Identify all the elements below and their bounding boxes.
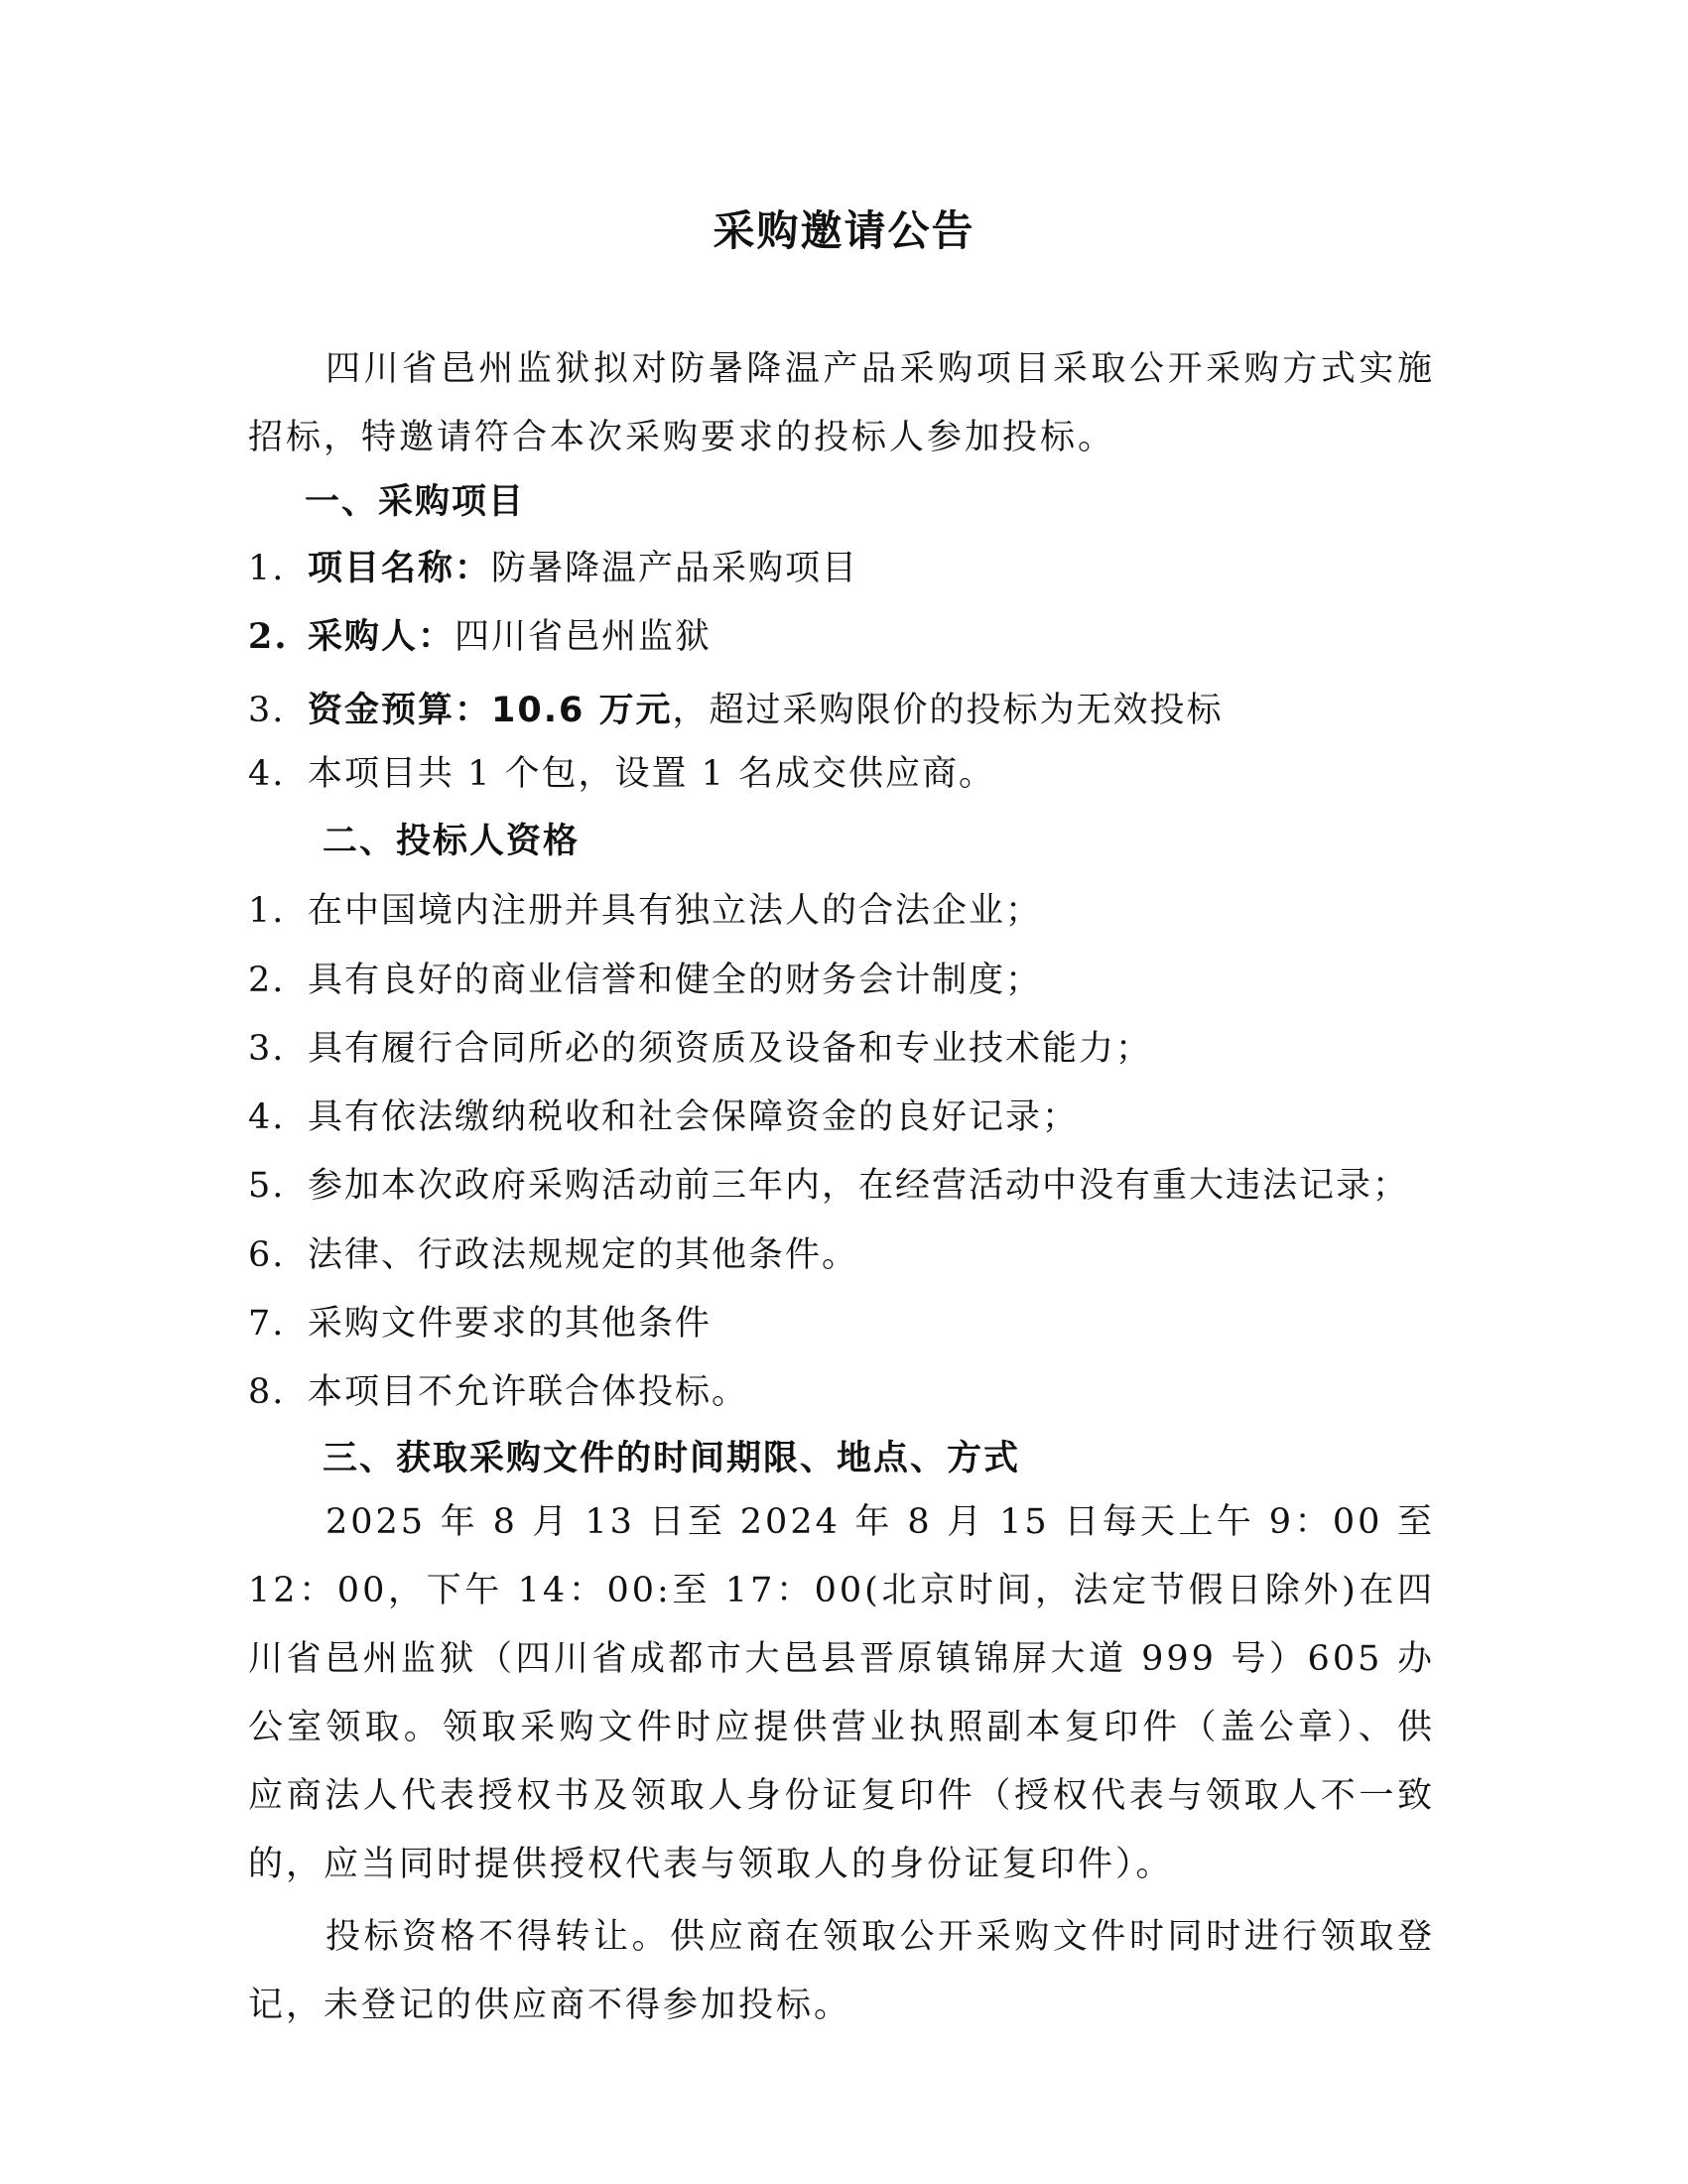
item-key: 采购人： bbox=[308, 617, 455, 657]
document-title: 采购邀请公告 bbox=[713, 206, 975, 255]
item-text: 具有履行合同所必的须资质及设备和专业技术能力； bbox=[308, 1029, 1153, 1069]
item-number: 4. bbox=[248, 1097, 286, 1137]
section-heading-procurement-project: 一、采购项目 bbox=[305, 482, 526, 522]
list-item bbox=[248, 1090, 1079, 1139]
item-number: 2. bbox=[248, 616, 289, 657]
item-number: 1. bbox=[248, 891, 286, 931]
intro-paragraph: 四川省邑州监狱拟对防暑降温产品采购项目采取公开采购方式实施招标，特邀请符合本次采购要求的投标人参加投标。 bbox=[248, 349, 1435, 457]
section-heading-bidder-qualification: 二、投标人资格 bbox=[323, 822, 581, 861]
item-text: 本项目共 1 个包，设置 1 名成交供应商。 bbox=[308, 754, 996, 794]
transfer-restriction-paragraph: 投标资格不得转让。供应商在领取公开采购文件时同时进行领取登记，未登记的供应商不得参加投标。 bbox=[248, 1917, 1435, 2025]
obtaining-documents-paragraph: 2025 年 8 月 13 日至 2024 年 8 月 15 日每天上午 9：00 至 12：00，下午 14：00:至 17：00(北京时间，法定节假日除外)在四川省邑州监狱（四川省成都市大邑县晋原镇锦屏大道 999 号）605 办公室领取。领取采购文件时应提供营业执照副本复印件（盖公章）、供应商法人代表授权书及领取人身份证复印件（授权代表与领取人不一致的，应当同时提供授权代表与领取人的身份证复印件）。 bbox=[248, 1502, 1435, 1884]
list-item bbox=[248, 1296, 712, 1346]
list-item bbox=[248, 1021, 1152, 1071]
item-number: 6. bbox=[248, 1235, 286, 1275]
item-text: 具有良好的商业信誉和健全的财务会计制度； bbox=[308, 961, 1043, 1000]
list-item bbox=[248, 1227, 858, 1277]
item-text: 法律、行政法规规定的其他条件。 bbox=[308, 1235, 859, 1275]
item-number: 4. bbox=[248, 754, 286, 794]
list-item bbox=[248, 1158, 1409, 1208]
item-number: 8. bbox=[248, 1372, 286, 1412]
list-item bbox=[248, 746, 995, 796]
item-number: 3. bbox=[248, 691, 286, 730]
item-number: 1. bbox=[248, 549, 286, 588]
item-key: 项目名称： bbox=[308, 549, 492, 588]
item-number: 5. bbox=[248, 1166, 286, 1206]
list-item bbox=[248, 609, 712, 659]
list-item bbox=[248, 1364, 748, 1414]
section-heading-obtaining-documents: 三、获取采购文件的时间期限、地点、方式 bbox=[323, 1439, 1021, 1478]
item-text: 具有依法缴纳税收和社会保障资金的良好记录； bbox=[308, 1097, 1080, 1137]
item-key: 资金预算：10.6 万元 bbox=[308, 691, 673, 730]
item-text: 参加本次政府采购活动前三年内，在经营活动中没有重大违法记录； bbox=[308, 1166, 1410, 1206]
item-text: 四川省邑州监狱 bbox=[454, 617, 713, 657]
item-text: 防暑降温产品采购项目 bbox=[491, 549, 859, 588]
item-text: 在中国境内注册并具有独立法人的合法企业； bbox=[308, 891, 1043, 931]
list-item bbox=[248, 953, 1042, 1002]
list-item bbox=[248, 683, 1224, 732]
item-number: 7. bbox=[248, 1304, 286, 1344]
list-item bbox=[248, 541, 858, 590]
list-item bbox=[248, 883, 1042, 933]
item-text: ，超过采购限价的投标为无效投标 bbox=[672, 691, 1224, 730]
item-text: 采购文件要求的其他条件 bbox=[308, 1304, 713, 1344]
item-number: 3. bbox=[248, 1029, 286, 1069]
item-text: 本项目不允许联合体投标。 bbox=[308, 1372, 749, 1412]
item-number: 2. bbox=[248, 961, 286, 1000]
